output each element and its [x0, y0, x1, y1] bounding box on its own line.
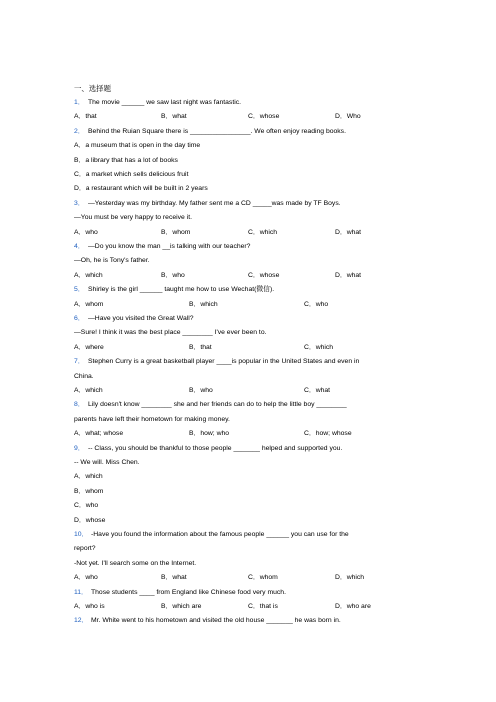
answer-option: A．who is — [74, 603, 105, 610]
answer-option: C．whose — [248, 271, 280, 279]
question-stem: The movie ______ we saw last night was fantastic. — [88, 99, 242, 106]
question-stem-continued: —You must be very happy to receive it. — [74, 214, 192, 222]
answer-option: C．whom — [248, 574, 278, 582]
answer-option: B．which — [189, 300, 218, 308]
answer-option: C．how; whose — [304, 430, 352, 438]
answer-option: A．where — [74, 343, 104, 351]
answer-option: A．who — [74, 228, 98, 236]
question-stem: Lily doesn't know ________ she and her friends can do to help the little boy ________ — [88, 401, 347, 409]
answer-option: C．who — [74, 502, 99, 510]
question-stem: -- Class, you should be thankful to those people _______ helped and supported you. — [88, 444, 343, 452]
answer-option: D．who are — [335, 603, 371, 610]
section-title: 一、选择题 — [74, 84, 111, 93]
answer-option: A．which — [74, 271, 103, 279]
question-number: 12． — [74, 617, 89, 625]
question-number: 3． — [74, 199, 85, 207]
question-stem: —Yesterday was my birthday. My father sent me a CD _____was made by TF Boys. — [88, 199, 341, 207]
answer-option: A．who — [74, 574, 98, 582]
answer-option: A．that — [74, 113, 97, 121]
question-stem-continued: report? — [74, 545, 96, 553]
question-number: 8． — [74, 401, 85, 409]
question-stem: Mr. White went to his hometown and visited the old house _______ he was born in. — [91, 617, 341, 625]
question-stem-continued: -- We will. Miss Chen. — [74, 459, 140, 466]
answer-option: B．what — [161, 574, 187, 582]
answer-option: B．which are — [161, 603, 202, 610]
answer-option: A．whom — [74, 300, 104, 308]
question-stem-continued: parents have left their hometown for making money. — [74, 415, 230, 423]
answer-option: A．what; whose — [74, 430, 124, 438]
answer-option: D．whose — [74, 516, 106, 524]
answer-option: B．who — [189, 387, 213, 394]
answer-option: B．that — [189, 343, 212, 351]
answer-option: C．that is — [248, 603, 278, 610]
answer-option: C．a market which sells delicious fruit — [74, 171, 189, 178]
answer-option: B．a library that has a lot of books — [74, 156, 178, 164]
answer-option: A．which — [74, 387, 103, 394]
question-stem: -Have you found the information about the famous people ______ you can use for the — [91, 531, 349, 538]
answer-option: C．which — [304, 343, 334, 351]
question-number: 2． — [74, 127, 85, 135]
answer-option: C．who — [304, 300, 329, 308]
question-number: 1． — [74, 99, 85, 106]
question-stem-continued: —Oh, he is Tony's father. — [74, 257, 150, 265]
question-number: 10． — [74, 531, 89, 538]
question-stem: Those students ____ from England like Chinese food very much. — [91, 588, 286, 596]
question-number: 7． — [74, 358, 85, 366]
question-number: 5． — [74, 286, 85, 294]
question-number: 6． — [74, 315, 85, 322]
answer-option: A．which — [74, 473, 103, 481]
answer-option: B．how; who — [189, 430, 230, 438]
answer-option: C．what — [304, 387, 331, 394]
question-number: 4． — [74, 243, 85, 250]
answer-option: B．what — [161, 113, 187, 121]
question-stem: Behind the Ruian Square there is ________________. We often enjoy reading books. — [88, 127, 346, 135]
question-stem: —Have you visited the Great Wall? — [88, 315, 194, 322]
answer-option: D．what — [335, 228, 362, 236]
answer-option: C．which — [248, 228, 278, 236]
question-number: 9． — [74, 444, 85, 452]
question-stem-continued: China. — [74, 372, 94, 380]
question-number: 11． — [74, 588, 88, 596]
answer-option: A．a museum that is open in the day time — [74, 142, 201, 150]
answer-option: B．who — [161, 271, 185, 279]
question-stem-continued: —Sure! I think it was the best place ________ I've ever been to. — [74, 329, 267, 337]
answer-option: B．whom — [161, 228, 191, 236]
question-stem: Stephen Curry is a great basketball player ____is popular in the United States and even in — [88, 358, 360, 366]
answer-option: C．whose — [248, 113, 280, 121]
answer-option: D．which — [335, 574, 365, 582]
answer-option: B．whom — [74, 487, 104, 495]
question-stem: Shirley is the girl ______ taught me how to use Wechat(微信). — [88, 286, 275, 294]
answer-option: D．a restaurant which will be built in 2 years — [74, 185, 208, 193]
answer-option: D．Who — [335, 113, 361, 121]
answer-option: D．what — [335, 271, 362, 279]
question-stem-continued: -Not yet. I'll search some on the Internet. — [74, 559, 197, 567]
question-stem: —Do you know the man __is talking with our teacher? — [88, 243, 251, 250]
